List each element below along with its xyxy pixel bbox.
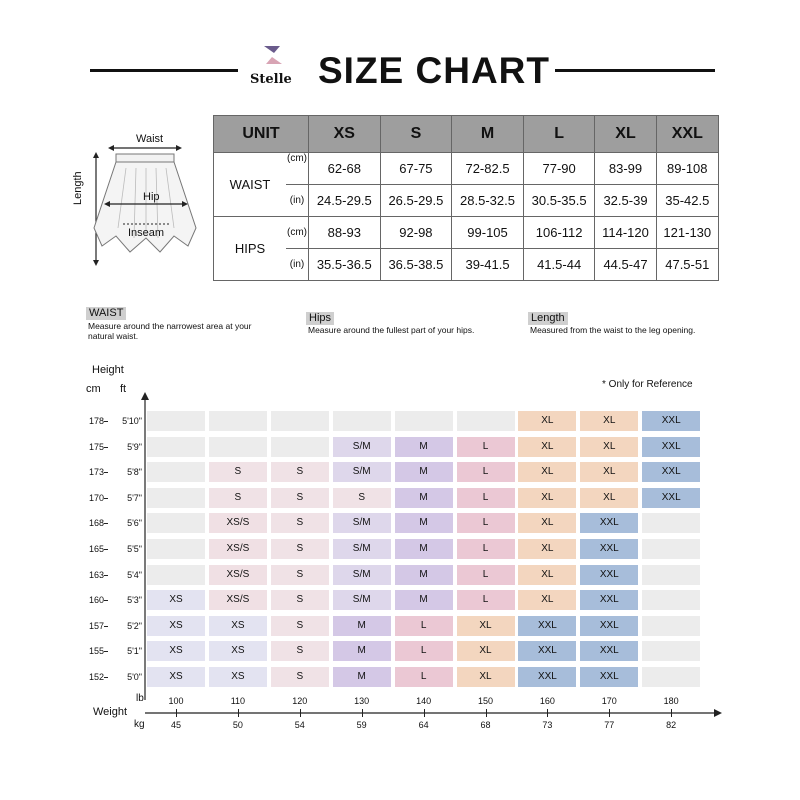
- y-tick-cm: 157: [88, 620, 104, 631]
- diagram-length-label: Length: [72, 171, 84, 205]
- x-tick-mark: [238, 709, 239, 717]
- size-cell: [209, 437, 267, 457]
- note-waist-line1: Measure around the narrowest area at your: [88, 321, 252, 331]
- y-tick-cm: 175: [88, 441, 104, 452]
- size-cell: S: [271, 539, 329, 559]
- size-cell: L: [457, 565, 515, 585]
- size-cell: XXL: [642, 488, 700, 508]
- size-cell: XXL: [580, 513, 638, 533]
- size-cell: S: [209, 488, 267, 508]
- table-cell: 92-98: [380, 217, 452, 249]
- size-cell: XL: [580, 462, 638, 482]
- size-cell: [333, 411, 391, 431]
- table-cell: 62-68: [309, 153, 381, 185]
- y-tick-cm: 178: [88, 416, 104, 426]
- size-cell: [271, 411, 329, 431]
- y-tick-cm: 163: [88, 569, 104, 580]
- size-cell: XL: [457, 641, 515, 661]
- y-tick-mark: [104, 498, 108, 499]
- table-cell: 106-112: [523, 217, 595, 249]
- y-tick-cm: 160: [88, 595, 104, 606]
- size-cell: [147, 565, 205, 585]
- size-cell: [147, 411, 205, 431]
- note-hips-title: Hips: [306, 312, 334, 325]
- y-tick-mark: [104, 472, 108, 473]
- size-cell: XS: [209, 667, 267, 687]
- brand-name: Stelle: [250, 72, 292, 87]
- size-cell: XXL: [580, 667, 638, 687]
- size-cell: XS: [147, 641, 205, 661]
- size-cell: XL: [518, 437, 576, 457]
- size-cell: XXL: [642, 411, 700, 431]
- size-cell: M: [395, 462, 453, 482]
- size-cell: XXL: [580, 565, 638, 585]
- size-cell: [642, 565, 700, 585]
- x-tick-kg: 50: [232, 720, 243, 730]
- size-cell: M: [395, 437, 453, 457]
- size-cell: [147, 462, 205, 482]
- size-cell: [147, 513, 205, 533]
- table-cell: 77-90: [523, 153, 595, 185]
- header-cell: S: [380, 116, 452, 153]
- unit-label: (cm): [286, 153, 309, 185]
- table-cell: 67-75: [380, 153, 452, 185]
- size-cell: XXL: [518, 616, 576, 636]
- x-tick-kg: 64: [418, 720, 429, 730]
- reference-note: * Only for Reference: [602, 379, 693, 390]
- y-tick-ft: 5'0": [127, 672, 142, 682]
- x-tick-mark: [671, 709, 672, 717]
- table-cell: 30.5-35.5: [523, 185, 595, 217]
- table-cell: 35-42.5: [656, 185, 718, 217]
- table-cell: 41.5-44: [523, 249, 595, 281]
- size-cell: S: [271, 488, 329, 508]
- x-tick-kg: 82: [666, 720, 677, 730]
- x-unit-kg: kg: [134, 719, 145, 730]
- x-tick-lb: 120: [292, 696, 308, 706]
- x-tick-kg: 73: [542, 720, 553, 730]
- size-cell: L: [457, 462, 515, 482]
- note-length-title: Length: [528, 312, 568, 325]
- size-cell: M: [333, 641, 391, 661]
- note-waist-line2: natural waist.: [88, 331, 139, 341]
- table-cell: 83-99: [595, 153, 656, 185]
- y-tick-cm: 173: [88, 467, 104, 478]
- size-cell: XS/S: [209, 565, 267, 585]
- x-tick-lb: 180: [663, 696, 679, 706]
- y-tick-mark: [104, 549, 108, 550]
- size-cell: XL: [518, 539, 576, 559]
- size-cell: [642, 641, 700, 661]
- table-cell: 114-120: [595, 217, 656, 249]
- x-tick-kg: 54: [294, 720, 305, 730]
- size-cell: XL: [518, 411, 576, 431]
- size-cell: S/M: [333, 437, 391, 457]
- table-cell: 32.5-39: [595, 185, 656, 217]
- size-cell: XXL: [580, 590, 638, 610]
- size-cell: S: [271, 667, 329, 687]
- y-tick-ft: 5'10": [122, 416, 142, 426]
- y-tick-mark: [104, 447, 108, 448]
- table-cell: 26.5-29.5: [380, 185, 452, 217]
- x-unit-lb: lb: [136, 693, 144, 704]
- size-cell: XL: [457, 667, 515, 687]
- header-cell: XS: [309, 116, 381, 153]
- size-cell: [457, 411, 515, 431]
- y-tick-mark: [104, 677, 108, 678]
- header-cell: M: [452, 116, 524, 153]
- size-cell: [147, 437, 205, 457]
- size-cell: [147, 539, 205, 559]
- x-tick-lb: 160: [539, 696, 555, 706]
- y-unit-ft: ft: [120, 383, 127, 395]
- table-cell: 35.5-36.5: [309, 249, 381, 281]
- size-cell: S: [271, 513, 329, 533]
- y-tick-ft: 5'5": [127, 544, 142, 554]
- size-cell: XS: [209, 616, 267, 636]
- note-waist-title: WAIST: [86, 307, 126, 320]
- size-cell: XXL: [518, 667, 576, 687]
- y-tick-mark: [104, 523, 108, 524]
- size-cell: XL: [580, 437, 638, 457]
- table-cell: 36.5-38.5: [380, 249, 452, 281]
- table-cell: 44.5-47: [595, 249, 656, 281]
- size-cell: XL: [580, 411, 638, 431]
- page-title: SIZE CHART: [318, 50, 550, 91]
- size-cell: S: [333, 488, 391, 508]
- size-cell: L: [457, 513, 515, 533]
- header-cell: XL: [595, 116, 656, 153]
- size-cell: XXL: [518, 641, 576, 661]
- size-cell: XL: [518, 565, 576, 585]
- table-cell: 28.5-32.5: [452, 185, 524, 217]
- x-tick-kg: 68: [480, 720, 491, 730]
- size-cell: XS/S: [209, 590, 267, 610]
- size-cell: [642, 667, 700, 687]
- size-cell: XXL: [642, 437, 700, 457]
- size-cell: XXL: [580, 641, 638, 661]
- y-tick-cm: 170: [88, 492, 104, 503]
- header-cell: XXL: [656, 116, 718, 153]
- size-cell: XS: [209, 641, 267, 661]
- row-group-label: WAIST: [214, 153, 287, 217]
- y-tick-ft: 5'3": [127, 595, 142, 606]
- header-cell: UNIT: [214, 116, 309, 153]
- size-cell: M: [395, 539, 453, 559]
- y-axis-title: Height: [92, 364, 124, 376]
- diagram-hip-label: Hip: [143, 191, 160, 203]
- size-cell: S: [271, 616, 329, 636]
- size-cell: XS: [147, 667, 205, 687]
- size-cell: XL: [580, 488, 638, 508]
- size-cell: S: [271, 641, 329, 661]
- size-cell: L: [457, 539, 515, 559]
- x-tick-lb: 150: [477, 696, 494, 706]
- table-cell: 89-108: [656, 153, 718, 185]
- size-cell: S: [271, 590, 329, 610]
- size-cell: S/M: [333, 565, 391, 585]
- y-tick-ft: 5'6": [127, 518, 142, 529]
- size-cell: [642, 590, 700, 610]
- y-tick-ft: 5'7": [127, 492, 142, 503]
- x-tick-kg: 59: [356, 720, 367, 730]
- unit-label: (in): [286, 249, 309, 281]
- size-cell: XS/S: [209, 513, 267, 533]
- table-cell: 99-105: [452, 217, 524, 249]
- size-cell: XL: [518, 513, 576, 533]
- header-cell: L: [523, 116, 595, 153]
- x-tick-lb: 130: [354, 696, 370, 706]
- unit-label: (in): [286, 185, 309, 217]
- size-cell: XS: [147, 590, 205, 610]
- size-cell: M: [395, 513, 453, 533]
- size-cell: [147, 488, 205, 508]
- x-tick-mark: [300, 709, 301, 717]
- size-cell: XL: [518, 590, 576, 610]
- y-tick-cm: 155: [88, 646, 104, 657]
- size-cell: [642, 616, 700, 636]
- size-cell: L: [457, 488, 515, 508]
- table-cell: 47.5-51: [656, 249, 718, 281]
- table-cell: 72-82.5: [452, 153, 524, 185]
- size-cell: XS/S: [209, 539, 267, 559]
- size-cell: M: [333, 616, 391, 636]
- note-hips-text: Measure around the fullest part of your hips.: [308, 325, 475, 335]
- y-tick-ft: 5'2": [127, 620, 142, 631]
- size-cell: L: [395, 616, 453, 636]
- x-tick-lb: 110: [230, 696, 246, 706]
- y-tick-cm: 165: [88, 544, 104, 554]
- size-cell: XL: [518, 462, 576, 482]
- diagram-inseam-label: Inseam: [128, 227, 165, 239]
- size-cell: [642, 539, 700, 559]
- x-tick-mark: [609, 709, 610, 717]
- x-tick-mark: [362, 709, 363, 717]
- y-tick-ft: 5'4": [127, 569, 142, 580]
- y-tick-mark: [104, 651, 108, 652]
- y-tick-mark: [104, 626, 108, 627]
- size-cell: [271, 437, 329, 457]
- x-tick-kg: 77: [604, 720, 615, 730]
- size-cell: L: [457, 437, 515, 457]
- y-unit-cm: cm: [86, 383, 101, 395]
- size-cell: S: [271, 565, 329, 585]
- table-cell: 39-41.5: [452, 249, 524, 281]
- size-cell: M: [395, 590, 453, 610]
- x-tick-lb: 100: [168, 696, 184, 706]
- y-tick-ft: 5'1": [127, 646, 142, 657]
- y-tick-mark: [104, 421, 108, 422]
- x-tick-mark: [547, 709, 548, 717]
- size-cell: XXL: [580, 616, 638, 636]
- size-cell: [395, 411, 453, 431]
- y-tick-ft: 5'9": [127, 441, 142, 452]
- size-cell: S: [271, 462, 329, 482]
- size-cell: S/M: [333, 462, 391, 482]
- size-cell: XL: [457, 616, 515, 636]
- size-cell: L: [457, 590, 515, 610]
- size-cell: L: [395, 667, 453, 687]
- size-cell: S: [209, 462, 267, 482]
- unit-label: (cm): [286, 217, 309, 249]
- size-cell: S/M: [333, 539, 391, 559]
- table-cell: 24.5-29.5: [309, 185, 381, 217]
- size-cell: XXL: [580, 539, 638, 559]
- size-cell: XXL: [642, 462, 700, 482]
- size-cell: M: [395, 488, 453, 508]
- y-tick-mark: [104, 575, 108, 576]
- x-tick-lb: 170: [601, 696, 617, 706]
- x-axis-title: Weight: [93, 706, 128, 718]
- diagram-waist-label: Waist: [136, 133, 164, 145]
- note-length-text: Measured from the waist to the leg opening.: [530, 325, 696, 335]
- y-tick-cm: 152: [88, 672, 104, 682]
- y-tick-ft: 5'8": [127, 467, 142, 478]
- row-group-label: HIPS: [214, 217, 287, 281]
- size-cell: S/M: [333, 590, 391, 610]
- x-tick-mark: [424, 709, 425, 717]
- size-cell: S/M: [333, 513, 391, 533]
- size-cell: L: [395, 641, 453, 661]
- table-cell: 121-130: [656, 217, 718, 249]
- x-tick-mark: [176, 709, 177, 717]
- size-cell: [642, 513, 700, 533]
- size-cell: M: [333, 667, 391, 687]
- y-tick-mark: [104, 600, 108, 601]
- x-tick-mark: [486, 709, 487, 717]
- x-tick-kg: 45: [170, 720, 181, 730]
- table-cell: 88-93: [309, 217, 381, 249]
- x-tick-lb: 140: [416, 696, 432, 706]
- size-cell: [209, 411, 267, 431]
- size-cell: XL: [518, 488, 576, 508]
- size-cell: M: [395, 565, 453, 585]
- y-tick-cm: 168: [88, 518, 104, 529]
- size-cell: XS: [147, 616, 205, 636]
